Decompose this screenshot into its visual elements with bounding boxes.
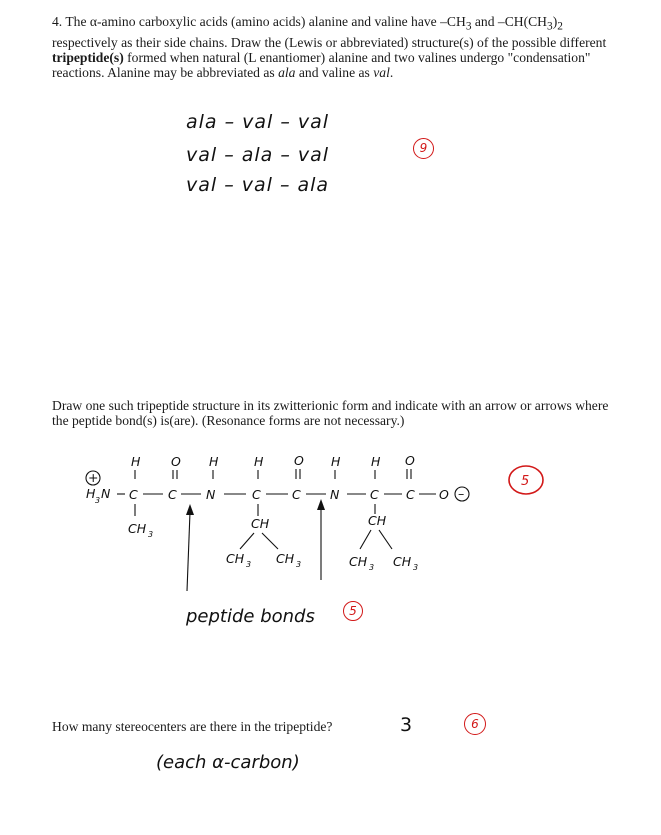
amine-h: H — [86, 486, 96, 501]
question-intro: The α-amino carboxylic acids (amino acids) alanine and valine have –CH — [65, 14, 466, 29]
atom-n: N — [330, 487, 340, 502]
ch3-group: CH — [226, 551, 245, 566]
score-value: 5 — [521, 474, 530, 489]
subscript: 3 — [465, 20, 472, 33]
atom-h: H — [371, 454, 381, 469]
stereocenter-answer: 3 — [400, 714, 413, 736]
atom-c: C — [406, 487, 415, 502]
sequence-3: val – val – ala — [186, 174, 330, 196]
subscript: 3 — [547, 20, 553, 33]
ch3-subscript: 3 — [413, 563, 419, 572]
bold-term: tripeptide(s) — [52, 49, 124, 65]
plus-charge: + — [88, 470, 99, 485]
ch3-group: CH — [393, 554, 412, 569]
question-6-text: How many stereocenters are there in the tripeptide? — [52, 719, 333, 734]
stereocenter-note: (each α-carbon) — [156, 752, 300, 773]
atom-c: C — [370, 487, 379, 502]
question-text-fragment: and –CH(CH — [471, 14, 548, 29]
minus-charge: – — [458, 486, 465, 501]
question-number: 4. — [52, 14, 63, 29]
question-text-fragment: ) — [552, 14, 558, 29]
q6-score-badge: 6 — [464, 713, 486, 735]
question-text-fragment: respectively as their side chains. Draw the (Lewis or abbreviated) structure(s) of the possible different — [52, 34, 607, 50]
peptide-bonds-label: peptide bonds — [186, 606, 315, 627]
ch-group: CH — [368, 513, 387, 528]
ch3-group: CH — [349, 554, 368, 569]
ch-group: CH — [251, 516, 270, 531]
abbr-ala: ala — [278, 64, 296, 80]
ch3-subscript: 3 — [148, 530, 154, 539]
abbr-val: val — [373, 64, 390, 80]
atom-h: H — [331, 454, 341, 469]
question-text-fragment: formed when natural (L enantiomer) alanine and two valines undergo "condensation" reactions. Alanine may be abbreviated as — [52, 49, 591, 80]
atom-o: O — [171, 454, 181, 469]
atom-c: C — [168, 487, 177, 502]
atom-o: O — [294, 453, 304, 468]
question-text-fragment: and valine as — [295, 64, 374, 80]
ch3-subscript: 3 — [246, 560, 252, 569]
atom-o: O — [439, 487, 449, 502]
amine-n: N — [101, 486, 111, 501]
question-5-text: Draw one such tripeptide structure in its zwitterionic form and indicate with an arrow or arrows where the peptide bond(s) is(are). (Resonance forms are not necessary.) — [52, 398, 609, 428]
sequence-2: val – ala – val — [186, 144, 330, 166]
atom-h: H — [209, 454, 219, 469]
subscript: 2 — [557, 20, 563, 33]
atom-c: C — [292, 487, 301, 502]
bond-lines — [117, 469, 436, 591]
amine-subscript: 3 — [95, 496, 101, 505]
ch3-subscript: 3 — [369, 563, 375, 572]
atom-c: C — [129, 487, 138, 502]
label-score-badge: 5 — [343, 601, 363, 621]
ch3-subscript: 3 — [296, 560, 302, 569]
atom-h: H — [254, 454, 264, 469]
question-text-fragment: . — [389, 64, 394, 80]
score-badge: 9 — [413, 138, 434, 159]
ch3-group: CH — [276, 551, 295, 566]
atom-o: O — [405, 453, 415, 468]
atom-n: N — [206, 487, 216, 502]
atom-c: C — [252, 487, 261, 502]
ch3-group: CH — [128, 521, 147, 536]
atom-h: H — [131, 454, 141, 469]
sequence-1: ala – val – val — [186, 111, 330, 133]
